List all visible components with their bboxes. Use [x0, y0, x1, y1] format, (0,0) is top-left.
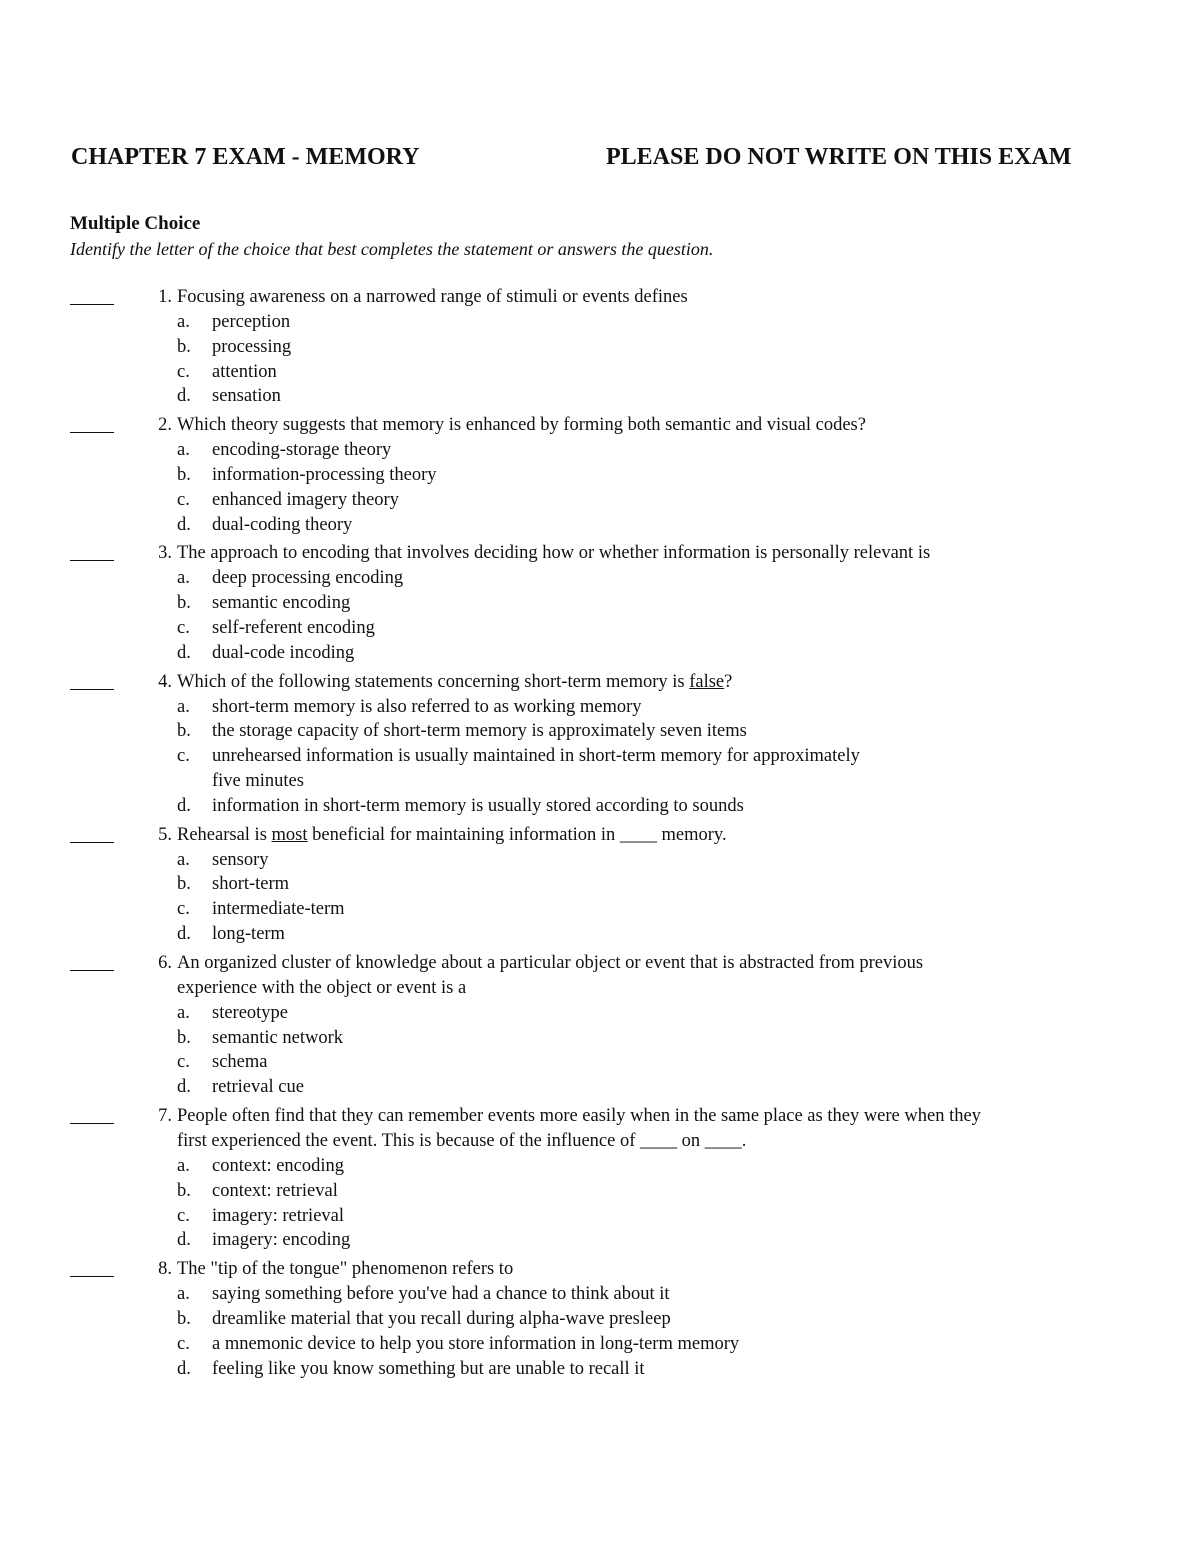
- choice-letter: d.: [177, 386, 191, 407]
- answer-blank[interactable]: [70, 842, 114, 843]
- answer-choice: [70, 488, 1140, 513]
- question-item: [70, 285, 1140, 409]
- choice-text: long-term: [212, 923, 285, 944]
- question-number: 8.: [158, 1259, 172, 1280]
- choice-letter: a.: [177, 1155, 190, 1176]
- question-stem: An organized cluster of knowledge about a particular object or event that is abstracted from previous experience with the object or event is a: [177, 952, 924, 998]
- choice-letter: b.: [177, 1180, 191, 1201]
- answer-blank[interactable]: [70, 432, 114, 433]
- answer-choice: [70, 719, 1140, 744]
- answer-blank[interactable]: [70, 304, 114, 305]
- choice-text: retrieval cue: [212, 1077, 304, 1098]
- answer-blank[interactable]: [70, 1123, 114, 1124]
- question-item: [70, 1257, 1140, 1381]
- section-title: Multiple Choice: [70, 213, 201, 234]
- choice-text: enhanced imagery theory: [212, 489, 399, 510]
- choice-text: dual-code incoding: [212, 642, 355, 663]
- choice-text: stereotype: [212, 1002, 289, 1023]
- exam-notice: PLEASE DO NOT WRITE ON THIS EXAM: [606, 144, 1072, 170]
- answer-choice: [70, 922, 1140, 947]
- answer-choice: [70, 310, 1140, 335]
- answer-blank[interactable]: [70, 689, 114, 690]
- answer-choice: [70, 744, 1140, 794]
- answer-choice: [70, 1179, 1140, 1204]
- choice-letter: d.: [177, 1077, 191, 1098]
- choice-text: imagery: encoding: [212, 1230, 351, 1251]
- choice-letter: b.: [177, 1308, 191, 1329]
- choice-letter: d.: [177, 795, 191, 816]
- choice-letter: c.: [177, 617, 190, 638]
- choice-letter: d.: [177, 514, 191, 535]
- choice-text: short-term: [212, 874, 290, 895]
- question-stem: The approach to encoding that involves deciding how or whether information is personally relevant is: [177, 543, 931, 564]
- answer-choice: [70, 848, 1140, 873]
- answer-choice: [70, 1001, 1140, 1026]
- choice-text: perception: [212, 312, 291, 332]
- choice-letter: b.: [177, 721, 191, 742]
- choice-text: sensation: [212, 386, 281, 407]
- choice-letter: b.: [177, 593, 191, 614]
- answer-choice: [70, 872, 1140, 897]
- choice-letter: a.: [177, 1284, 190, 1305]
- answer-blank[interactable]: [70, 1276, 114, 1277]
- answer-choice: [70, 641, 1140, 666]
- answer-choice: [70, 897, 1140, 922]
- choice-letter: d.: [177, 923, 191, 944]
- choice-text: the storage capacity of short-term memory is approximately seven items: [212, 721, 747, 742]
- answer-choice: [70, 1050, 1140, 1075]
- question-item: [70, 823, 1140, 947]
- choice-text: deep processing encoding: [212, 568, 404, 589]
- answer-choice: [70, 1228, 1140, 1253]
- choice-letter: c.: [177, 489, 190, 510]
- choice-text: imagery: retrieval: [212, 1205, 345, 1226]
- answer-choice: [70, 1307, 1140, 1332]
- answer-choice: [70, 1154, 1140, 1179]
- choice-text: dual-coding theory: [212, 514, 353, 535]
- emphasis-word: most: [271, 824, 308, 845]
- answer-blank[interactable]: [70, 970, 114, 971]
- choice-letter: b.: [177, 464, 191, 485]
- answer-choice: [70, 794, 1140, 819]
- answer-choice: [70, 1075, 1140, 1100]
- answer-choice: [70, 384, 1140, 409]
- choice-text: schema: [212, 1052, 268, 1073]
- choice-letter: a.: [177, 849, 190, 870]
- question-stem: The "tip of the tongue" phenomenon refers to: [177, 1259, 514, 1280]
- answer-choice: [70, 360, 1140, 385]
- answer-choice: [70, 463, 1140, 488]
- answer-choice: [70, 335, 1140, 360]
- choice-letter: d.: [177, 1358, 191, 1379]
- choice-letter: b.: [177, 874, 191, 895]
- answer-blank[interactable]: [70, 560, 114, 561]
- question-number: 7.: [158, 1105, 172, 1126]
- choice-letter: c.: [177, 1052, 190, 1073]
- question-number: 6.: [158, 952, 172, 973]
- question-item: [70, 951, 1140, 1100]
- emphasis-word: false: [689, 671, 725, 692]
- answer-choice: [70, 591, 1140, 616]
- choice-letter: a.: [177, 312, 190, 332]
- answer-choice: [70, 616, 1140, 641]
- question-item: [70, 413, 1140, 537]
- answer-choice: [70, 1332, 1140, 1357]
- question-stem: People often find that they can remember events more easily when in the same place as they were when they first experienced the event. This is because of the influence of ____ on ____.: [177, 1105, 981, 1151]
- answer-choice: [70, 1357, 1140, 1382]
- choice-letter: a.: [177, 440, 190, 461]
- choice-letter: c.: [177, 1333, 190, 1354]
- question-number: 3.: [158, 543, 172, 564]
- choice-text: semantic network: [212, 1027, 343, 1048]
- answer-choice: [70, 513, 1140, 538]
- question-stem: Focusing awareness on a narrowed range of stimuli or events defines: [177, 287, 688, 307]
- choice-text: semantic encoding: [212, 593, 351, 614]
- choice-text: sensory: [212, 849, 269, 870]
- question-number: 5.: [158, 824, 172, 845]
- answer-choice: [70, 1204, 1140, 1229]
- choice-text: feeling like you know something but are unable to recall it: [212, 1358, 645, 1379]
- choice-text: self-referent encoding: [212, 617, 375, 638]
- choice-letter: a.: [177, 568, 190, 589]
- exam-title: CHAPTER 7 EXAM - MEMORY: [71, 144, 420, 170]
- choice-letter: d.: [177, 1230, 191, 1251]
- question-stem: Which of the following statements concerning short-term memory is false?: [177, 671, 733, 692]
- answer-choice: [70, 695, 1140, 720]
- question-number: 4.: [158, 671, 172, 692]
- choice-text: information in short-term memory is usually stored according to sounds: [212, 795, 744, 816]
- choice-letter: c.: [177, 1205, 190, 1226]
- choice-text: information-processing theory: [212, 464, 437, 485]
- choice-letter: c.: [177, 746, 190, 767]
- section-instructions: Identify the letter of the choice that best completes the statement or answers the question.: [70, 239, 714, 259]
- choice-text: short-term memory is also referred to as working memory: [212, 696, 642, 717]
- choice-text: saying something before you've had a chance to think about it: [212, 1284, 670, 1305]
- choice-letter: d.: [177, 642, 191, 663]
- question-item: [70, 1104, 1140, 1253]
- choice-letter: a.: [177, 696, 190, 717]
- question-number: 1.: [158, 287, 172, 307]
- answer-choice: [70, 566, 1140, 591]
- answer-choice: [70, 438, 1140, 463]
- choice-letter: b.: [177, 1027, 191, 1048]
- question-list: [70, 285, 1140, 1381]
- choice-text: encoding-storage theory: [212, 440, 392, 461]
- choice-text: intermediate-term: [212, 899, 345, 920]
- choice-text: attention: [212, 361, 277, 382]
- question-stem: Rehearsal is most beneficial for maintaining information in ____ memory.: [177, 824, 727, 845]
- question-item: [70, 541, 1140, 665]
- choice-letter: c.: [177, 361, 190, 382]
- choice-text: context: retrieval: [212, 1180, 338, 1201]
- answer-choice: [70, 1026, 1140, 1051]
- choice-text: unrehearsed information is usually maintained in short-term memory for approximately five minutes: [212, 746, 860, 791]
- question-stem: Which theory suggests that memory is enhanced by forming both semantic and visual codes?: [177, 415, 866, 436]
- choice-letter: a.: [177, 1002, 190, 1023]
- choice-text: a mnemonic device to help you store information in long-term memory: [212, 1333, 740, 1354]
- choice-text: context: encoding: [212, 1155, 345, 1176]
- choice-letter: b.: [177, 336, 191, 357]
- question-item: [70, 670, 1140, 819]
- choice-text: dreamlike material that you recall during alpha-wave presleep: [212, 1308, 671, 1329]
- question-number: 2.: [158, 415, 172, 436]
- choice-text: processing: [212, 336, 292, 357]
- choice-letter: c.: [177, 899, 190, 920]
- answer-choice: [70, 1282, 1140, 1307]
